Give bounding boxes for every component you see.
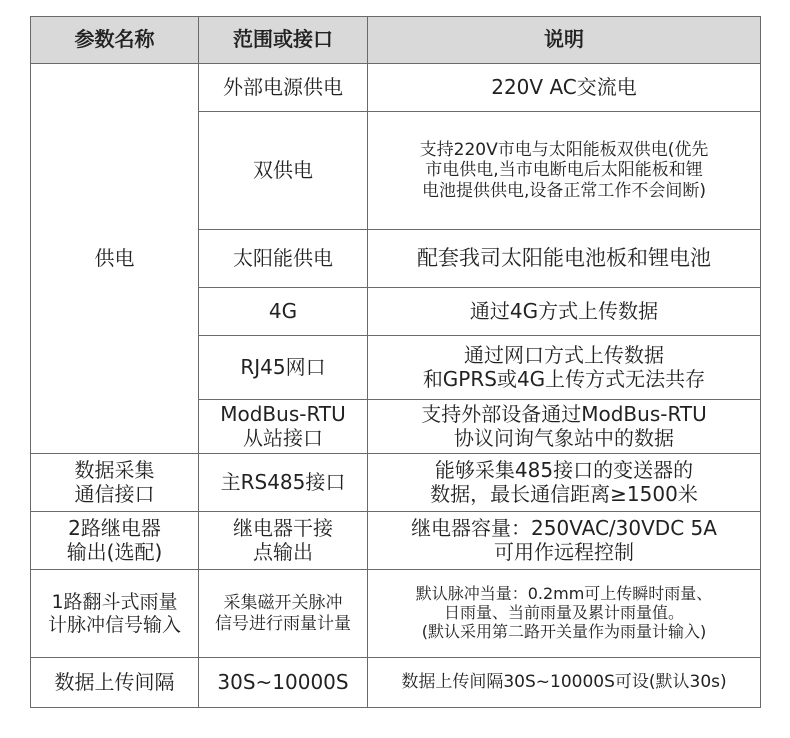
description-cell: 支持220V市电与太阳能板双供电(优先 市电供电,当市电断电后太阳能板和锂 电池提供供电,设备正常工作不会间断) <box>368 112 761 230</box>
description-cell: 能够采集485接口的变送器的 数据，最长通信距离≥1500米 <box>368 454 761 512</box>
range-cell: 30S~10000S <box>199 658 368 708</box>
param-name-cell: 2路继电器 输出(选配) <box>31 512 199 570</box>
spec-table <box>30 16 761 708</box>
range-cell: 主RS485接口 <box>199 454 368 512</box>
description-cell: 继电器容量：250VAC/30VDC 5A 可用作远程控制 <box>368 512 761 570</box>
power-group-label: 供电 <box>31 64 199 454</box>
range-cell: ModBus-RTU 从站接口 <box>199 400 368 454</box>
table-row <box>31 64 761 112</box>
description-cell: 通过网口方式上传数据 和GPRS或4G上传方式无法共存 <box>368 336 761 400</box>
param-name-cell: 数据上传间隔 <box>31 658 199 708</box>
range-cell: RJ45网口 <box>199 336 368 400</box>
description-cell: 220V AC交流电 <box>368 64 761 112</box>
description-cell: 通过4G方式上传数据 <box>368 288 761 336</box>
table-row <box>31 512 761 570</box>
table-row <box>31 570 761 658</box>
header-param-name: 参数名称 <box>31 17 199 64</box>
table-row <box>31 658 761 708</box>
param-name-cell: 数据采集 通信接口 <box>31 454 199 512</box>
header-description: 说明 <box>368 17 761 64</box>
spec-table-container <box>30 16 761 708</box>
description-cell: 数据上传间隔30S~10000S可设(默认30s) <box>368 658 761 708</box>
table-row <box>31 454 761 512</box>
table-header-row <box>31 17 761 64</box>
range-cell: 外部电源供电 <box>199 64 368 112</box>
range-cell: 采集磁开关脉冲 信号进行雨量计量 <box>199 570 368 658</box>
range-cell: 太阳能供电 <box>199 230 368 288</box>
range-cell: 双供电 <box>199 112 368 230</box>
range-cell: 继电器干接 点输出 <box>199 512 368 570</box>
description-cell: 默认脉冲当量：0.2mm可上传瞬时雨量、 日雨量、当前雨量及累计雨量值。 (默认采用第二路开关量作为雨量计输入) <box>368 570 761 658</box>
param-name-cell: 1路翻斗式雨量 计脉冲信号输入 <box>31 570 199 658</box>
description-cell: 配套我司太阳能电池板和锂电池 <box>368 230 761 288</box>
header-range: 范围或接口 <box>199 17 368 64</box>
range-cell: 4G <box>199 288 368 336</box>
description-cell: 支持外部设备通过ModBus-RTU 协议问询气象站中的数据 <box>368 400 761 454</box>
